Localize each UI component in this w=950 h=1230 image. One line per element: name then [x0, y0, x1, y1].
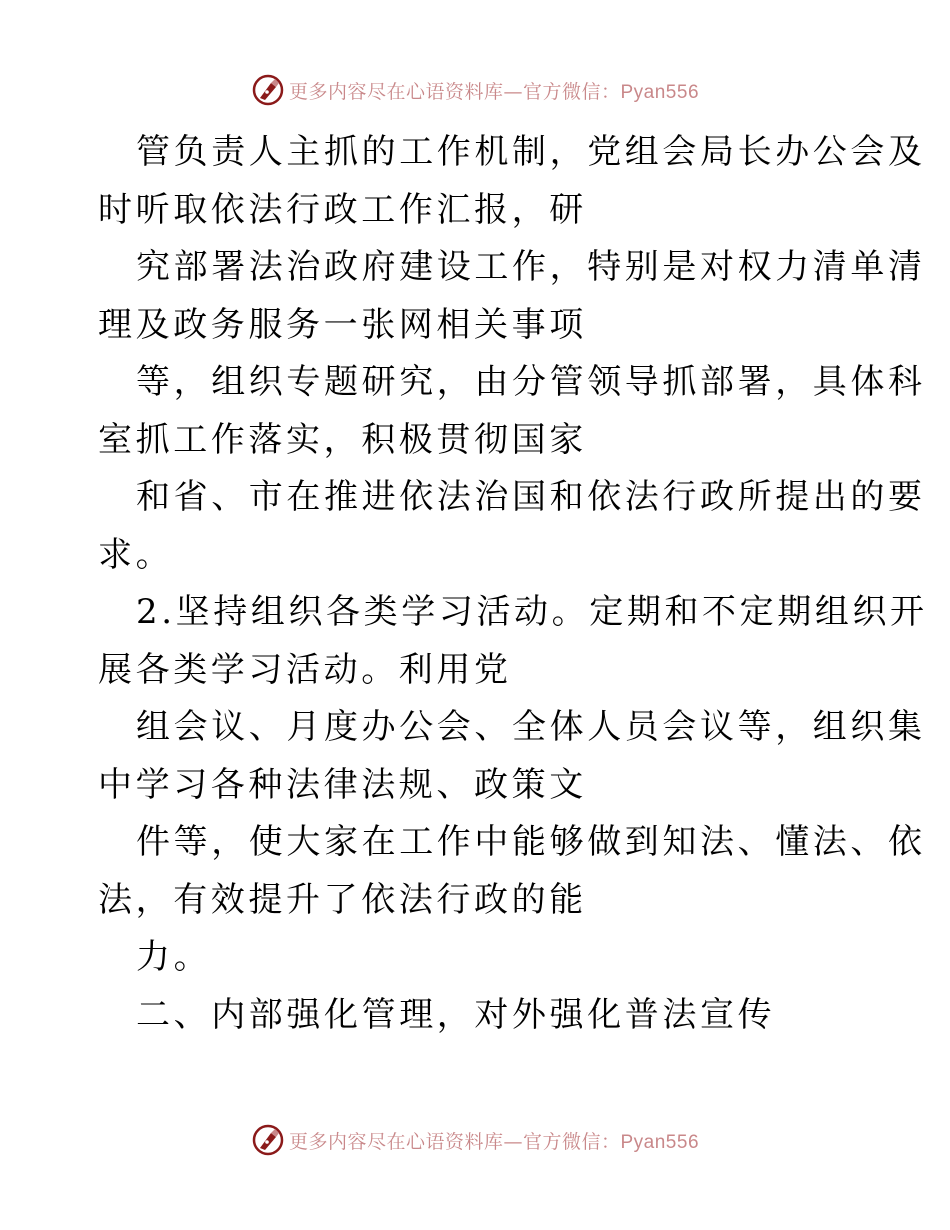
- pen-nib-logo-icon: [251, 1123, 285, 1157]
- pen-nib-logo-icon: [251, 73, 285, 107]
- text-line: 究部署法治政府建设工作，特别是对权力清单清: [136, 247, 926, 287]
- text-line: 管负责人主抓的工作机制，党组会局长办公会及: [136, 132, 926, 172]
- text-line: 等，组织专题研究，由分管领导抓部署，具体科: [136, 362, 926, 402]
- text-line: 和省、市在推进依法治国和依法行政所提出的要: [136, 477, 926, 517]
- text-line: 件等，使大家在工作中能够做到知法、懂法、依: [136, 822, 926, 862]
- text-line: 理及政务服务一张网相关事项: [98, 304, 587, 345]
- text-line: 展各类学习活动。利用党: [98, 649, 512, 690]
- text-line: 法，有效提升了依法行政的能: [98, 879, 587, 920]
- text-line: 求。: [98, 534, 174, 575]
- footer-banner: [0, 1120, 950, 1160]
- header-banner-handle: Pyan556: [620, 81, 700, 103]
- header-banner: [0, 70, 950, 110]
- footer-banner-handle: Pyan556: [620, 1131, 700, 1153]
- text-line: 室抓工作落实，积极贯彻国家: [98, 419, 587, 460]
- document-body: [98, 124, 928, 1044]
- header-banner-text: 更多内容尽在心语资料库—官方微信：Pyan556: [288, 80, 700, 103]
- text-line: 组会议、月度办公会、全体人员会议等，组织集: [136, 707, 926, 747]
- text-line: 时听取依法行政工作汇报，研: [98, 189, 587, 230]
- text-line: 力。: [136, 937, 212, 977]
- text-line: 中学习各种法律法规、政策文: [98, 764, 587, 805]
- footer-banner-text: 更多内容尽在心语资料库—官方微信：Pyan556: [288, 1130, 700, 1153]
- text-line: 2.坚持组织各类学习活动。定期和不定期组织开: [136, 592, 928, 632]
- section-heading: 二、内部强化管理，对外强化普法宣传: [136, 994, 776, 1035]
